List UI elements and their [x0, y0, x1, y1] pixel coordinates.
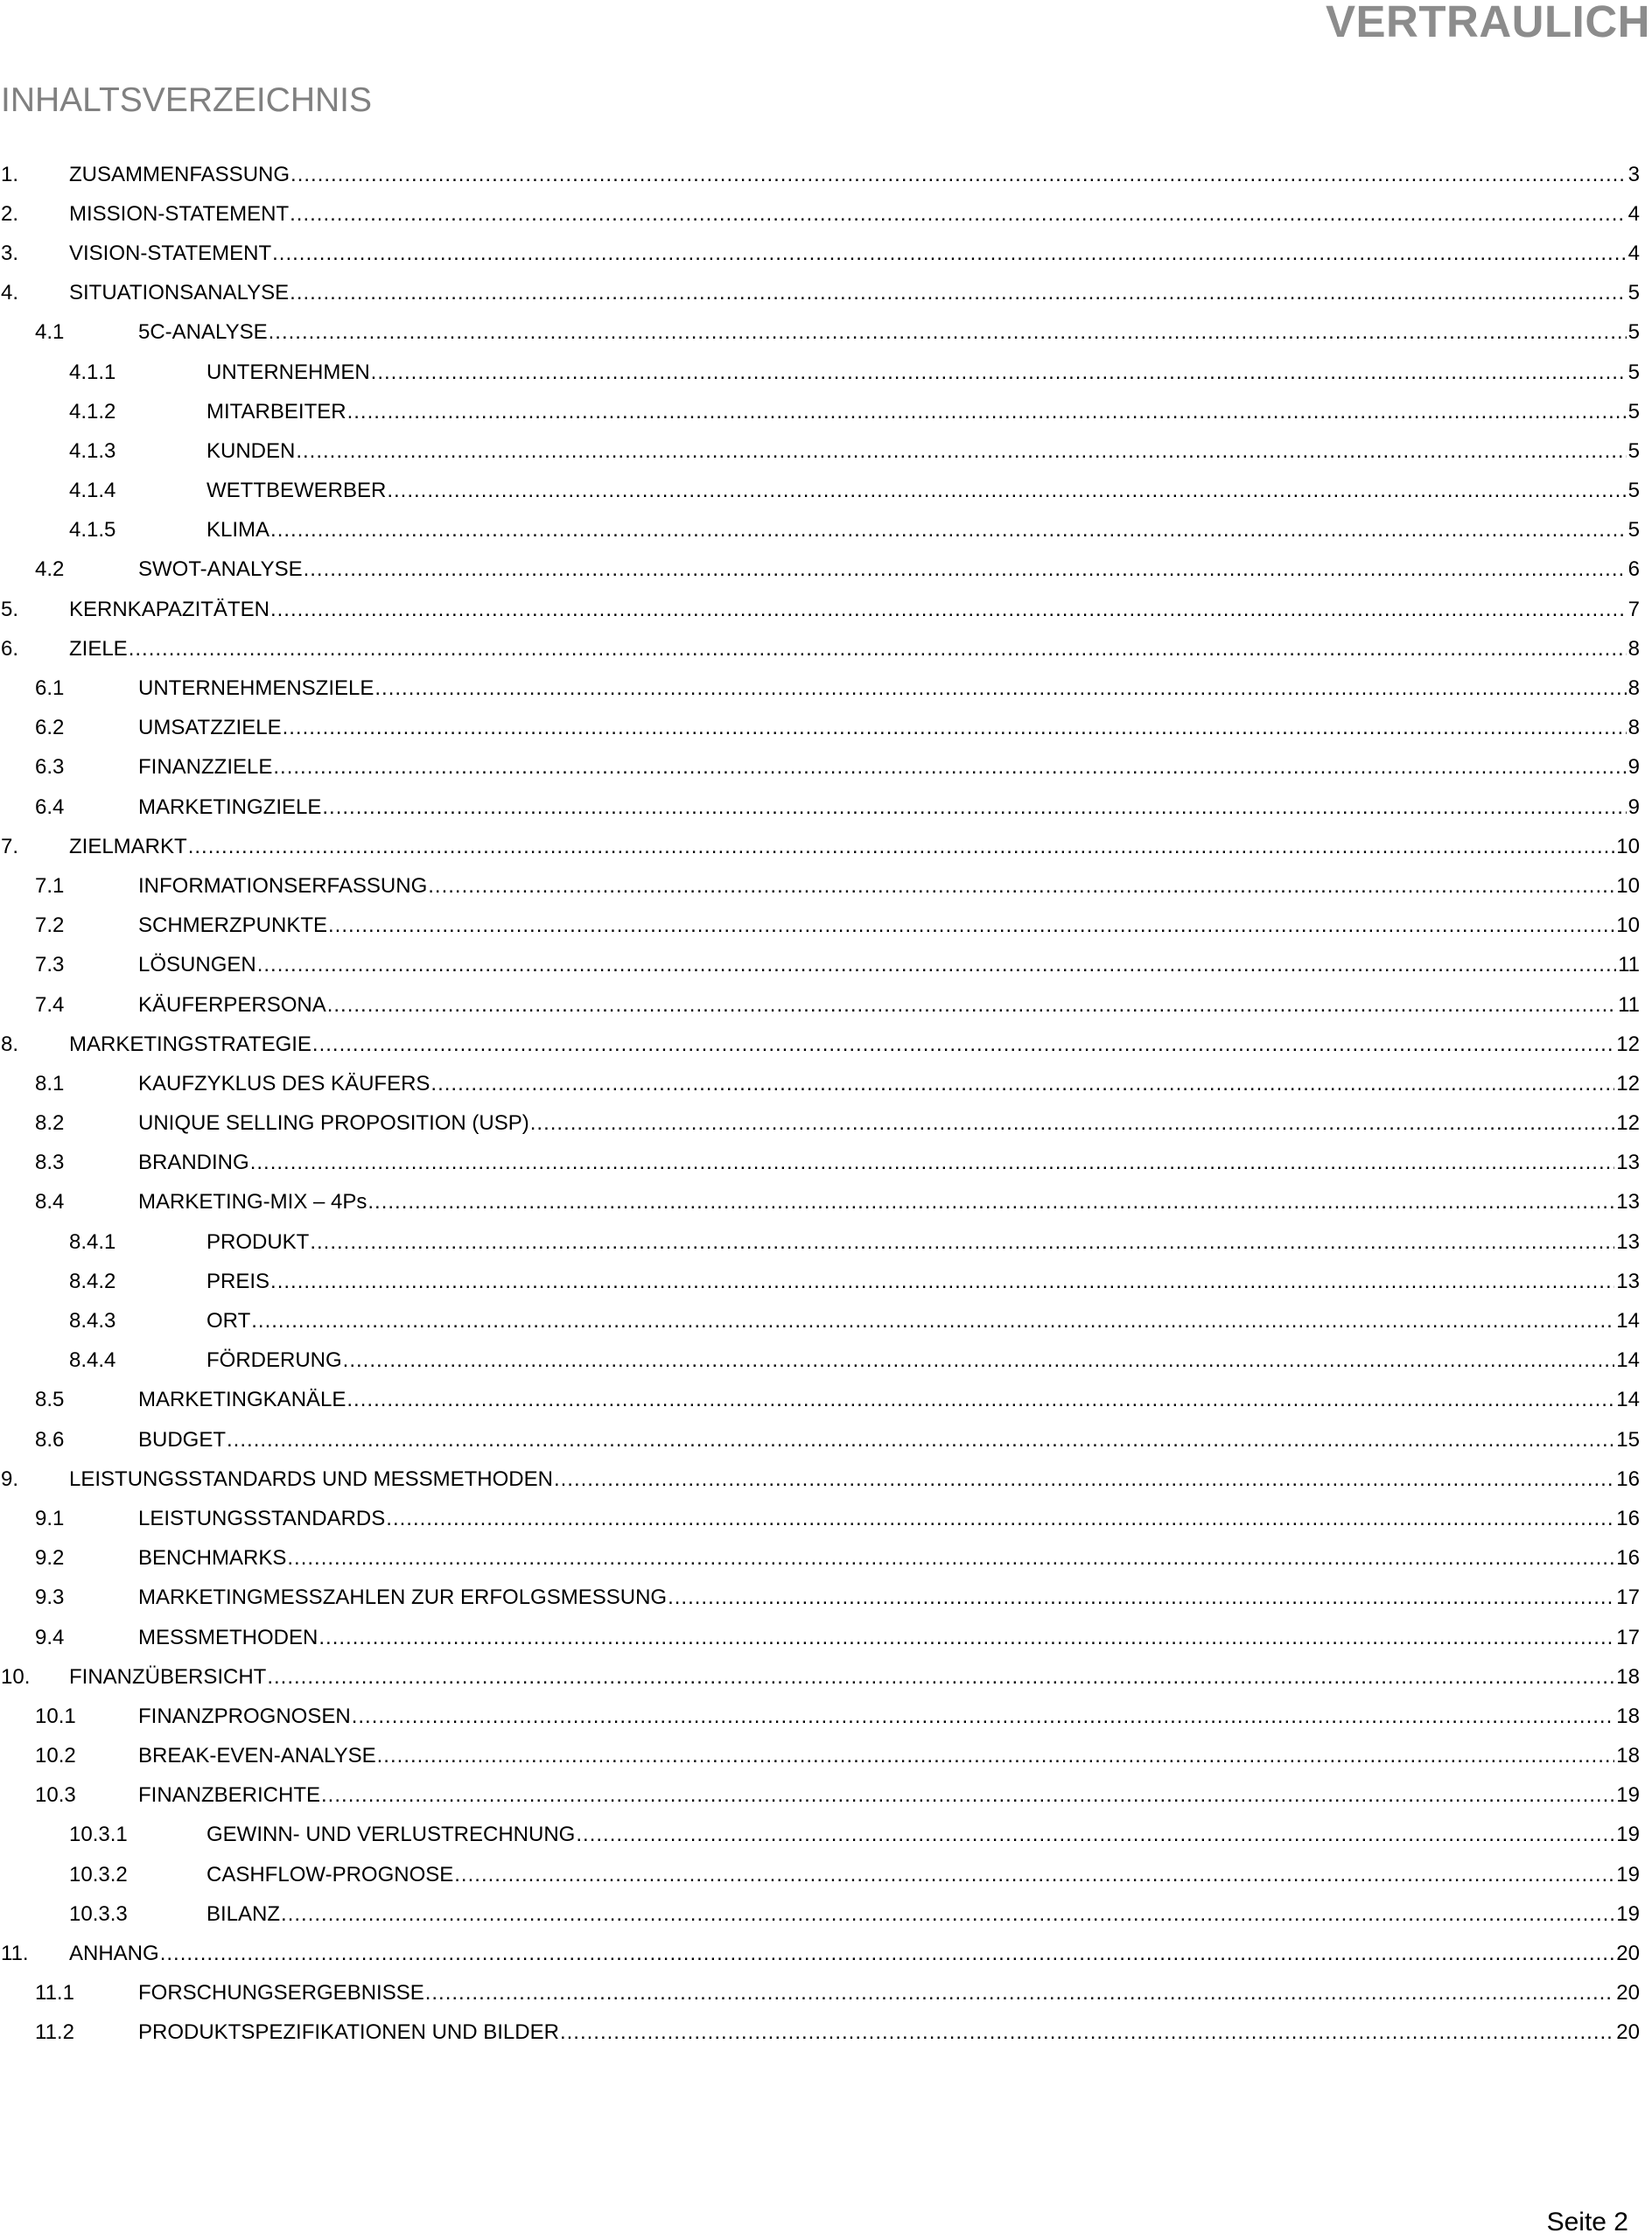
toc-entry-number: 2.	[1, 201, 19, 226]
toc-entry[interactable]	[0, 155, 1640, 194]
toc-entry-page: 5	[1628, 281, 1640, 305]
toc-entry-label[interactable]: INFORMATIONSERFASSUNG	[138, 873, 428, 898]
toc-entry-line	[138, 2022, 1640, 2043]
toc-entry-page: 5	[1628, 320, 1640, 345]
toc-entry-label[interactable]: MARKETING-MIX – 4Ps	[138, 1190, 368, 1214]
toc-entry-label[interactable]: FINANZPROGNOSEN	[138, 1704, 351, 1728]
toc-entry-number: 9.4	[35, 1625, 65, 1649]
toc-entry-label[interactable]: ANHANG	[69, 1942, 159, 1966]
toc-entry-label[interactable]: BENCHMARKS	[138, 1546, 287, 1571]
toc-entry-label[interactable]: MARKETINGZIELE	[138, 794, 322, 819]
toc-entry-page: 19	[1616, 1783, 1640, 1808]
toc-entry[interactable]	[0, 1144, 1640, 1183]
dot-leader	[267, 1667, 1614, 1688]
toc-entry-label[interactable]: SWOT-ANALYSE	[138, 557, 303, 582]
toc-entry-label[interactable]: MISSION-STATEMENT	[69, 201, 290, 226]
toc-entry[interactable]	[0, 1816, 1640, 1855]
toc-entry-line	[138, 1983, 1640, 2004]
toc-entry[interactable]	[0, 1460, 1640, 1499]
toc-entry-number: 6.4	[35, 794, 65, 819]
dot-leader	[576, 1824, 1614, 1845]
toc-entry-label[interactable]: LEISTUNGSSTANDARDS	[138, 1506, 386, 1530]
toc-entry-label[interactable]: FINANZÜBERSICHT	[69, 1664, 267, 1689]
toc-entry-number: 7.3	[35, 953, 65, 977]
toc-entry-number: 7.2	[35, 914, 65, 938]
toc-entry[interactable]	[0, 472, 1640, 511]
toc-entry-number: 8.4.4	[69, 1348, 116, 1373]
toc-entry-number: 1.	[1, 162, 19, 186]
toc-entry-page: 14	[1616, 1388, 1640, 1412]
toc-entry[interactable]	[0, 788, 1640, 827]
toc-entry-number: 6.	[1, 636, 19, 661]
toc-entry-number: 10.3	[35, 1783, 76, 1808]
toc-entry[interactable]	[0, 550, 1640, 590]
toc-entry-label[interactable]: MITARBEITER	[206, 399, 346, 424]
toc-entry-label[interactable]: BUDGET	[138, 1427, 227, 1452]
toc-entry-label[interactable]: UNIQUE SELLING PROPOSITION (USP)	[138, 1111, 529, 1136]
toc-entry-number: 7.	[1, 834, 19, 858]
toc-entry-page: 5	[1628, 399, 1640, 424]
toc-entry-line	[206, 1350, 1640, 1371]
toc-entry-label[interactable]: KAUFZYKLUS DES KÄUFERS	[138, 1071, 430, 1096]
toc-entry-line	[138, 1113, 1640, 1134]
dot-leader	[425, 1983, 1615, 2004]
toc-entry-page: 16	[1616, 1546, 1640, 1571]
toc-entry-number: 10.3.2	[69, 1862, 128, 1886]
toc-entry-label[interactable]: KLIMA	[206, 518, 270, 542]
toc-entry-line	[69, 836, 1640, 858]
toc-entry-line	[206, 520, 1640, 541]
toc-entry-number: 10.	[1, 1664, 31, 1689]
toc-entry-page: 8	[1628, 636, 1640, 661]
dot-leader	[327, 995, 1616, 1016]
toc-entry[interactable]	[0, 1064, 1640, 1103]
toc-entry-number: 9.	[1, 1466, 19, 1491]
toc-entry-label[interactable]: MESSMETHODEN	[138, 1625, 318, 1649]
toc-entry[interactable]	[0, 1855, 1640, 1894]
dot-leader	[430, 1074, 1614, 1095]
toc-entry-line	[138, 955, 1640, 976]
toc-entry-page: 4	[1628, 241, 1640, 265]
dot-leader	[270, 520, 1627, 541]
toc-entry[interactable]	[0, 274, 1640, 313]
toc-entry-page: 20	[1616, 2020, 1640, 2045]
toc-entry-page: 14	[1616, 1348, 1640, 1373]
toc-entry[interactable]	[0, 709, 1640, 748]
toc-entry[interactable]	[0, 748, 1640, 788]
toc-entry-number: 10.3.1	[69, 1823, 128, 1847]
toc-entry-page: 9	[1628, 755, 1640, 780]
toc-entry-line	[69, 1034, 1640, 1055]
toc-entry-line	[138, 678, 1640, 699]
toc-entry-number: 4.1	[35, 320, 65, 345]
toc-entry-line	[138, 1548, 1640, 1569]
toc-entry-line	[138, 1785, 1640, 1806]
toc-entry-page: 10	[1616, 873, 1640, 898]
toc-entry-page: 17	[1616, 1625, 1640, 1649]
toc-entry-page: 5	[1628, 518, 1640, 542]
toc-entry-number: 6.1	[35, 676, 65, 701]
toc-entry-label[interactable]: FÖRDERUNG	[206, 1348, 342, 1373]
dot-leader	[273, 757, 1626, 778]
toc-entry-label[interactable]: KÄUFERPERSONA	[138, 992, 326, 1017]
dot-leader	[328, 915, 1614, 936]
toc-entry-label[interactable]: 5C-ANALYSE	[138, 320, 268, 345]
dot-leader	[270, 599, 1627, 620]
toc-entry-label[interactable]: LEISTUNGSSTANDARDS UND MESSMETHODEN	[69, 1466, 553, 1491]
toc-entry[interactable]	[0, 194, 1640, 234]
toc-entry-number: 8.3	[35, 1151, 65, 1175]
dot-leader	[290, 164, 1627, 186]
toc-entry[interactable]	[0, 1934, 1640, 1973]
toc-entry-number: 10.2	[35, 1744, 76, 1768]
toc-entry-page: 15	[1616, 1427, 1640, 1452]
toc-entry[interactable]	[0, 1776, 1640, 1816]
toc-entry-line	[69, 1664, 1640, 1689]
toc-entry-number: 9.1	[35, 1506, 65, 1530]
toc-entry[interactable]	[0, 1262, 1640, 1301]
toc-entry-label[interactable]: LÖSUNGEN	[138, 953, 256, 977]
toc-entry-number: 11.	[1, 1942, 29, 1966]
dot-leader	[374, 678, 1626, 699]
toc-entry-line	[206, 1229, 1640, 1254]
toc-entry-line	[206, 1824, 1640, 1845]
toc-entry-page: 14	[1616, 1309, 1640, 1334]
toc-entry-label[interactable]: ZIELMARKT	[69, 834, 187, 858]
dot-leader	[227, 1430, 1614, 1451]
dot-leader	[530, 1113, 1615, 1134]
toc-entry-line	[138, 1587, 1640, 1608]
toc-entry[interactable]	[0, 1183, 1640, 1222]
toc-entry-label[interactable]: PRODUKT	[206, 1229, 310, 1254]
dot-leader	[312, 1034, 1614, 1055]
toc-entry-page: 9	[1628, 794, 1640, 819]
toc-entry-line	[206, 362, 1640, 383]
toc-entry-number: 6.3	[35, 755, 65, 780]
toc-entry-line	[138, 1706, 1640, 1727]
toc-entry-line	[206, 1862, 1640, 1886]
dot-leader	[296, 441, 1626, 462]
toc-entry-line	[69, 599, 1640, 620]
toc-entry-line	[138, 1192, 1640, 1213]
toc-entry[interactable]	[0, 353, 1640, 392]
toc-entry-number: 8.4.1	[69, 1229, 116, 1254]
dot-leader	[371, 362, 1627, 383]
toc-entry[interactable]	[0, 866, 1640, 906]
toc-entry-label[interactable]: BRANDING	[138, 1151, 249, 1175]
dot-leader	[343, 1350, 1615, 1371]
toc-entry-page: 18	[1616, 1664, 1640, 1689]
toc-entry-line	[138, 915, 1640, 936]
toc-entry[interactable]	[0, 392, 1640, 431]
toc-entry-line	[138, 322, 1640, 343]
toc-entry-line	[138, 1508, 1640, 1530]
toc-entry-number: 5.	[1, 597, 19, 621]
dot-leader	[668, 1587, 1614, 1608]
toc-entry[interactable]	[0, 431, 1640, 471]
toc-entry[interactable]	[0, 946, 1640, 985]
dot-leader	[281, 1904, 1614, 1925]
toc-entry-number: 8.4.2	[69, 1269, 116, 1293]
toc-entry-label[interactable]: ZIELE	[69, 636, 128, 661]
confidential-label: VERTRAULICH	[1326, 0, 1650, 46]
toc-entry-line	[206, 438, 1640, 463]
toc-entry-page: 20	[1616, 1942, 1640, 1966]
toc-entry-number: 8.	[1, 1032, 19, 1056]
toc-entry-page: 5	[1628, 438, 1640, 463]
toc-entry[interactable]	[0, 1104, 1640, 1144]
toc-entry-number: 6.2	[35, 716, 65, 740]
toc-entry-line	[138, 1746, 1640, 1767]
toc-entry-label[interactable]: MARKETINGKANÄLE	[138, 1388, 346, 1412]
toc-entry-number: 8.2	[35, 1111, 65, 1136]
toc-entry-page: 20	[1616, 1981, 1640, 2006]
toc-entry-label[interactable]: CASHFLOW-PROGNOSE	[206, 1862, 454, 1886]
toc-entry[interactable]	[0, 511, 1640, 550]
toc-entry-line	[69, 283, 1640, 304]
toc-entry-page: 13	[1616, 1151, 1640, 1175]
toc-entry[interactable]	[0, 629, 1640, 668]
toc-entry-label[interactable]: MARKETINGMESSZAHLEN ZUR ERFOLGSMESSUNG	[138, 1586, 668, 1610]
dot-leader	[368, 1192, 1614, 1213]
toc-entry[interactable]	[0, 1539, 1640, 1578]
dot-leader	[428, 876, 1614, 897]
toc-entry-page: 12	[1616, 1111, 1640, 1136]
toc-entry-page: 11	[1618, 992, 1640, 1017]
toc-entry-number: 8.4	[35, 1190, 65, 1214]
toc-entry-page: 6	[1628, 557, 1640, 582]
toc-entry-line	[138, 1071, 1640, 1096]
toc-entry-page: 19	[1616, 1823, 1640, 1847]
dot-leader	[318, 1628, 1614, 1648]
toc-entry[interactable]	[0, 1578, 1640, 1618]
toc-entry-line	[138, 992, 1640, 1017]
toc-entry[interactable]	[0, 1697, 1640, 1736]
toc-entry-page: 13	[1616, 1190, 1640, 1214]
dot-leader	[554, 1469, 1614, 1490]
dot-leader	[257, 955, 1616, 976]
toc-entry[interactable]	[0, 1894, 1640, 1934]
toc-entry-label[interactable]: FINANZZIELE	[138, 755, 273, 780]
toc-entry-number: 4.1.1	[69, 360, 116, 384]
toc-entry[interactable]	[0, 2013, 1640, 2053]
toc-entry-number: 10.1	[35, 1704, 76, 1728]
toc-entry-number: 3.	[1, 241, 19, 265]
dot-leader	[283, 718, 1627, 738]
toc-entry-number: 9.2	[35, 1546, 65, 1571]
toc-entry-number: 8.5	[35, 1388, 65, 1412]
dot-leader	[269, 322, 1627, 343]
toc-entry-number: 8.1	[35, 1071, 65, 1096]
dot-leader	[188, 836, 1615, 858]
dot-leader	[160, 1943, 1615, 1964]
toc-entry-line	[206, 480, 1640, 501]
toc-entry-line	[138, 1427, 1640, 1452]
toc-entry-page: 7	[1628, 597, 1640, 621]
toc-entry[interactable]	[0, 1341, 1640, 1381]
toc-entry-page: 12	[1616, 1032, 1640, 1056]
dot-leader	[304, 559, 1627, 580]
dot-leader	[560, 2022, 1614, 2043]
toc-entry-label[interactable]: UMSATZZIELE	[138, 716, 282, 740]
toc-entry-label[interactable]: ORT	[206, 1309, 251, 1334]
toc-entry-page: 13	[1616, 1229, 1640, 1254]
toc-entry[interactable]	[0, 985, 1640, 1025]
dot-leader	[270, 1271, 1614, 1292]
dot-leader	[321, 1785, 1614, 1806]
toc-entry[interactable]	[0, 1974, 1640, 2013]
toc-entry-page: 12	[1616, 1071, 1640, 1096]
toc-entry[interactable]	[0, 1737, 1640, 1776]
toc-entry-number: 4.1.2	[69, 399, 116, 424]
dot-leader	[287, 1548, 1614, 1569]
toc-entry-line	[138, 1152, 1640, 1173]
dot-leader	[129, 639, 1627, 660]
toc-entry-line	[206, 399, 1640, 424]
toc-entry[interactable]	[0, 1025, 1640, 1064]
toc-entry[interactable]	[0, 1301, 1640, 1340]
table-of-contents	[0, 155, 1640, 2053]
toc-entry-label[interactable]: BILANZ	[206, 1901, 281, 1926]
toc-entry-number: 4.	[1, 281, 19, 305]
toc-entry-number: 10.3.3	[69, 1901, 128, 1926]
toc-entry-label[interactable]: ZUSAMMENFASSUNG	[69, 162, 290, 186]
dot-leader	[386, 1508, 1614, 1530]
toc-entry-label[interactable]: WETTBEWERBER	[206, 479, 387, 503]
toc-entry-page: 11	[1618, 953, 1640, 977]
toc-entry[interactable]	[0, 1657, 1640, 1697]
toc-entry-label[interactable]: MARKETINGSTRATEGIE	[69, 1032, 312, 1056]
toc-entry-line	[69, 164, 1640, 186]
toc-entry-page: 3	[1628, 162, 1640, 186]
toc-entry-label[interactable]: GEWINN- UND VERLUSTRECHNUNG	[206, 1823, 576, 1847]
toc-entry-page: 8	[1628, 676, 1640, 701]
dot-leader	[454, 1865, 1614, 1886]
toc-entry-line	[138, 757, 1640, 778]
dot-leader	[250, 1152, 1615, 1173]
toc-entry[interactable]	[0, 1420, 1640, 1460]
toc-entry-line	[69, 1466, 1640, 1491]
toc-entry-page: 5	[1628, 360, 1640, 384]
toc-entry-label[interactable]: PREIS	[206, 1269, 270, 1293]
toc-entry-number: 4.2	[35, 557, 65, 582]
dot-leader	[346, 1390, 1614, 1410]
toc-entry-line	[138, 794, 1640, 819]
toc-entry-page: 18	[1616, 1744, 1640, 1768]
toc-entry-line	[138, 1625, 1640, 1649]
toc-entry-page: 10	[1616, 834, 1640, 858]
toc-entry-page: 4	[1628, 201, 1640, 226]
toc-entry-label[interactable]: KUNDEN	[206, 438, 296, 463]
toc-entry[interactable]	[0, 313, 1640, 353]
toc-entry-number: 4.1.3	[69, 438, 116, 463]
toc-entry-line	[69, 201, 1640, 226]
toc-entry-number: 8.6	[35, 1427, 65, 1452]
toc-entry-line	[138, 718, 1640, 738]
toc-entry[interactable]	[0, 906, 1640, 946]
toc-entry-page: 16	[1616, 1506, 1640, 1530]
toc-entry-page: 10	[1616, 914, 1640, 938]
toc-entry[interactable]	[0, 1222, 1640, 1262]
toc-entry-page: 5	[1628, 479, 1640, 503]
toc-entry-line	[206, 1311, 1640, 1332]
dot-leader	[377, 1746, 1615, 1767]
dot-leader	[290, 283, 1626, 304]
toc-entry-line	[138, 559, 1640, 580]
dot-leader	[347, 402, 1627, 423]
toc-title: INHALTSVERZEICHNIS	[1, 81, 373, 119]
toc-entry-page: 17	[1616, 1586, 1640, 1610]
toc-entry-label[interactable]: VISION-STATEMENT	[69, 241, 272, 265]
toc-entry-label[interactable]: BREAK-EVEN-ANALYSE	[138, 1744, 376, 1768]
toc-entry-number: 8.4.3	[69, 1309, 116, 1334]
toc-entry-label[interactable]: UNTERNEHMENSZIELE	[138, 676, 374, 701]
toc-entry-line	[69, 243, 1640, 264]
toc-entry-line	[206, 1271, 1640, 1292]
toc-entry[interactable]	[0, 668, 1640, 708]
toc-entry[interactable]	[0, 827, 1640, 866]
toc-entry-number: 4.1.5	[69, 518, 116, 542]
toc-entry-number: 11.2	[35, 2020, 74, 2045]
toc-entry-line	[69, 1943, 1640, 1964]
toc-entry-number: 7.4	[35, 992, 65, 1017]
toc-entry-label[interactable]: KERNKAPAZITÄTEN	[69, 597, 270, 621]
toc-entry[interactable]	[0, 1618, 1640, 1657]
toc-entry-label[interactable]: PRODUKTSPEZIFIKATIONEN UND BILDER	[138, 2020, 559, 2045]
toc-entry-label[interactable]: FORSCHUNGSERGEBNISSE	[138, 1981, 424, 2006]
page-number: Seite 2	[1546, 2208, 1628, 2236]
toc-entry-number: 11.1	[35, 1981, 74, 2006]
toc-entry-number: 7.1	[35, 873, 65, 898]
toc-entry-label[interactable]: FINANZBERICHTE	[138, 1783, 321, 1808]
toc-entry-line	[69, 636, 1640, 661]
toc-entry-page: 19	[1616, 1901, 1640, 1926]
toc-entry[interactable]	[0, 1499, 1640, 1538]
toc-entry[interactable]	[0, 590, 1640, 629]
toc-entry-number: 9.3	[35, 1586, 65, 1610]
toc-entry-page: 19	[1616, 1862, 1640, 1886]
toc-entry-page: 8	[1628, 716, 1640, 740]
dot-leader	[290, 204, 1627, 225]
toc-entry-page: 16	[1616, 1466, 1640, 1491]
dot-leader	[272, 243, 1627, 264]
dot-leader	[322, 797, 1626, 818]
toc-entry[interactable]	[0, 234, 1640, 273]
toc-entry-label[interactable]: UNTERNEHMEN	[206, 360, 370, 384]
toc-entry-page: 18	[1616, 1704, 1640, 1728]
toc-entry[interactable]	[0, 1381, 1640, 1420]
dot-leader	[251, 1311, 1614, 1332]
dot-leader	[387, 480, 1626, 501]
dot-leader	[352, 1706, 1615, 1727]
toc-entry-line	[206, 1901, 1640, 1926]
toc-entry-label[interactable]: SCHMERZPUNKTE	[138, 914, 328, 938]
toc-entry-page: 13	[1616, 1269, 1640, 1293]
toc-entry-line	[138, 873, 1640, 898]
toc-entry-label[interactable]: SITUATIONSANALYSE	[69, 281, 290, 305]
toc-entry-line	[138, 1390, 1640, 1410]
dot-leader	[310, 1232, 1614, 1253]
toc-entry-number: 4.1.4	[69, 479, 116, 503]
